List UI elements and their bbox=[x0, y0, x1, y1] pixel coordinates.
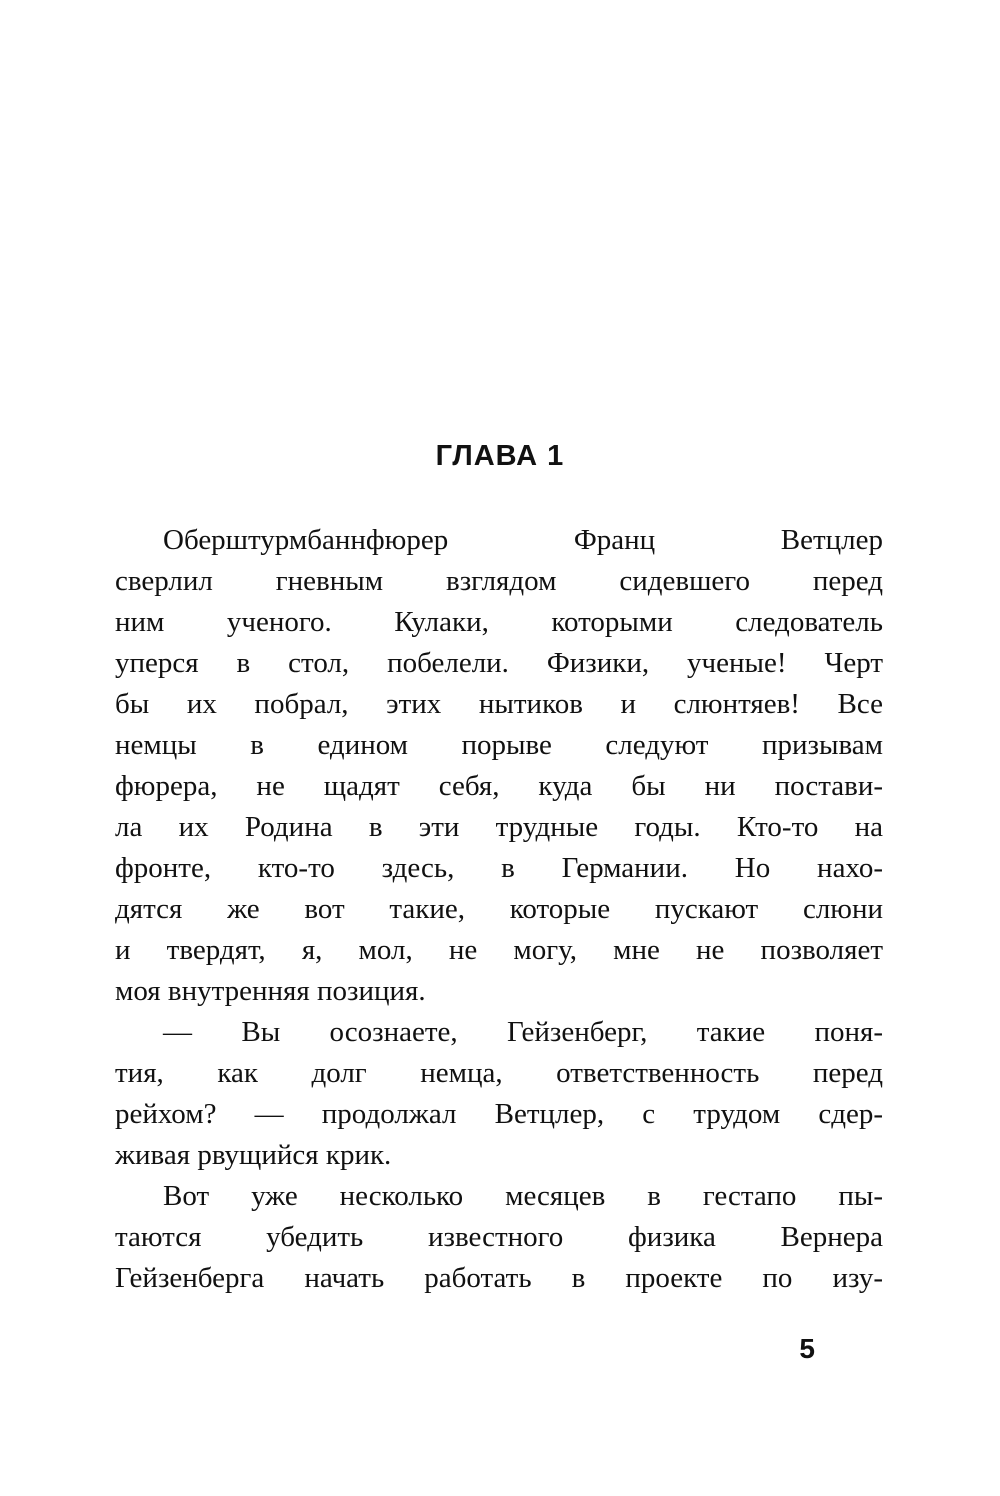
text-line: фронте, кто-то здесь, в Германии. Но нахо- bbox=[115, 852, 883, 884]
text-line: ла их Родина в эти трудные годы. Кто-то на bbox=[115, 811, 883, 843]
text-line: рейхом? — продолжал Ветцлер, с трудом сдер- bbox=[115, 1098, 883, 1130]
chapter-heading: ГЛАВА 1 bbox=[435, 440, 565, 472]
page-number: 5 bbox=[799, 1333, 815, 1364]
text-line: моя внутренняя позиция. bbox=[115, 975, 426, 1007]
text-line: дятся же вот такие, которые пускают слюни bbox=[115, 893, 883, 925]
text-line: ним ученого. Кулаки, которыми следователь bbox=[115, 606, 883, 638]
text-line: Гейзенберга начать работать в проекте по изу- bbox=[115, 1262, 883, 1294]
text-line: — Вы осознаете, Гейзенберг, такие поня- bbox=[163, 1016, 883, 1048]
text-line: фюрера, не щадят себя, куда бы ни постави- bbox=[115, 770, 883, 802]
text-line: и твердят, я, мол, не могу, мне не позволяет bbox=[115, 934, 883, 966]
text-block bbox=[115, 520, 883, 1299]
text-line: бы их побрал, этих нытиков и слюнтяев! Все bbox=[115, 688, 883, 720]
text-line: таются убедить известного физика Вернера bbox=[115, 1221, 883, 1253]
text-line: сверлил гневным взглядом сидевшего перед bbox=[115, 565, 883, 597]
text-line: Оберштурмбаннфюрер Франц Ветцлер bbox=[163, 524, 883, 556]
text-line: уперся в стол, побелели. Физики, ученые! Черт bbox=[115, 647, 883, 679]
text-line: немцы в едином порыве следуют призывам bbox=[115, 729, 883, 761]
text-line: живая рвущийся крик. bbox=[115, 1139, 392, 1171]
text-line: Вот уже несколько месяцев в гестапо пы- bbox=[163, 1180, 883, 1212]
text-line: тия, как долг немца, ответственность перед bbox=[115, 1057, 883, 1089]
